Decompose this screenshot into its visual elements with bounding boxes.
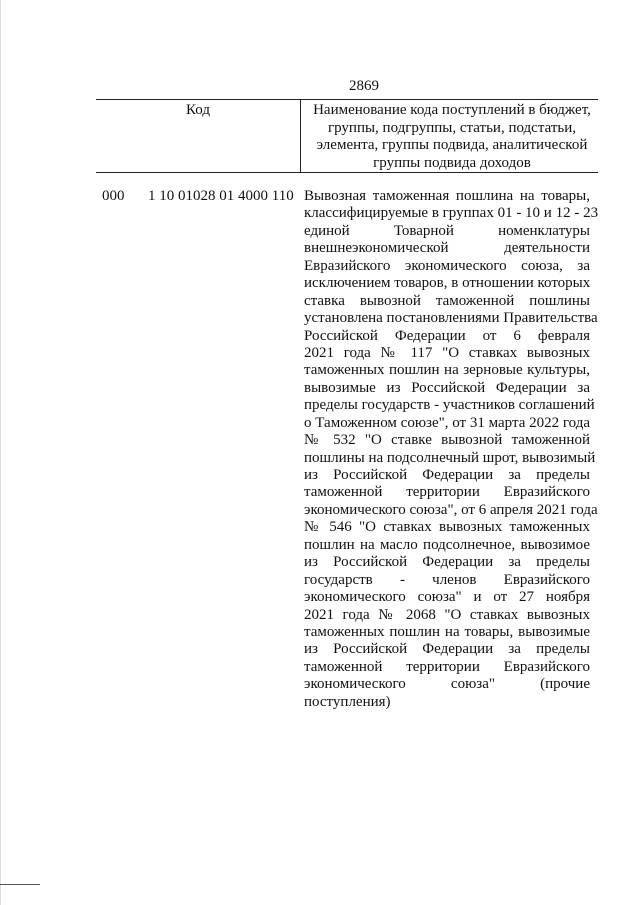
description-line: таможенных пошлин на товары, вывозимые	[304, 623, 590, 640]
table-header	[96, 99, 598, 173]
description-line: таможенных пошлин на зерновые культуры,	[304, 362, 590, 379]
description-line: из Российской Федерации за пределы	[304, 554, 590, 571]
description-line: пошлины на подсолнечный шрот, вывозимый	[304, 449, 596, 466]
description-line: экономического союза" (прочие	[304, 676, 590, 693]
description-line: таможенной территории Евразийского	[304, 658, 590, 675]
header-name-line: Наименование кода поступлений в бюджет,	[313, 102, 591, 118]
description-line: 2021 года № 117 "О ставках вывозных	[304, 344, 590, 361]
description-line: пределы государств - участников соглашений	[304, 397, 595, 414]
description-line: № 532 "О ставке вывозной таможенной	[304, 432, 590, 449]
description-line: № 546 "О ставках вывозных таможенных	[304, 519, 590, 536]
description-line: внешнеэкономической деятельности	[304, 240, 590, 257]
header-name-line: группы, подгруппы, статьи, подстатьи,	[327, 119, 577, 136]
description-line: экономического союза", от 6 апреля 2021 года	[304, 501, 598, 518]
income-description	[304, 188, 599, 711]
budget-code: 1 10 01028 01 4000 110	[148, 188, 294, 204]
description-line: государств - членов Евразийского	[304, 571, 590, 588]
description-line: поступления)	[304, 693, 391, 710]
scan-edge	[0, 0, 1, 905]
description-line: пошлин на масло подсолнечное, вывозимое	[304, 536, 590, 553]
description-line: о Таможенном союзе", от 31 марта 2022 года	[304, 414, 590, 431]
admin-code: 000	[102, 188, 125, 204]
description-line: классифицируемые в группах 01 - 10 и 12 - 23	[304, 205, 599, 222]
header-name-label	[306, 102, 598, 172]
description-line: 2021 года № 2068 "О ставках вывозных	[304, 606, 590, 623]
description-line: экономического союза" и от 27 ноября	[304, 589, 590, 606]
header-name-line: группы подвида доходов	[373, 154, 531, 171]
description-line: единой Товарной номенклатуры	[304, 222, 590, 239]
description-line: Российской Федерации от 6 февраля	[304, 327, 590, 344]
description-line: Вывозная таможенная пошлина на товары,	[304, 188, 590, 204]
description-line: вывозимые из Российской Федерации за	[304, 379, 590, 396]
page-number: 2869	[349, 78, 379, 94]
header-name-line: элемента, группы подвида, аналитической	[316, 137, 588, 153]
description-line: таможенной территории Евразийского	[304, 484, 590, 501]
footer-mark	[0, 884, 40, 885]
description-line: исключением товаров, в отношении которых	[304, 275, 591, 292]
header-code-label: Код	[186, 102, 210, 118]
description-line: из Российской Федерации за пределы	[304, 641, 590, 658]
description-line: из Российской Федерации за пределы	[304, 467, 590, 483]
description-line: Евразийского экономического союза, за	[304, 257, 590, 274]
description-line: ставка вывозной таможенной пошлины	[304, 292, 590, 309]
description-line: установлена постановлениями Правительства	[304, 310, 598, 327]
header-divider	[300, 100, 301, 172]
